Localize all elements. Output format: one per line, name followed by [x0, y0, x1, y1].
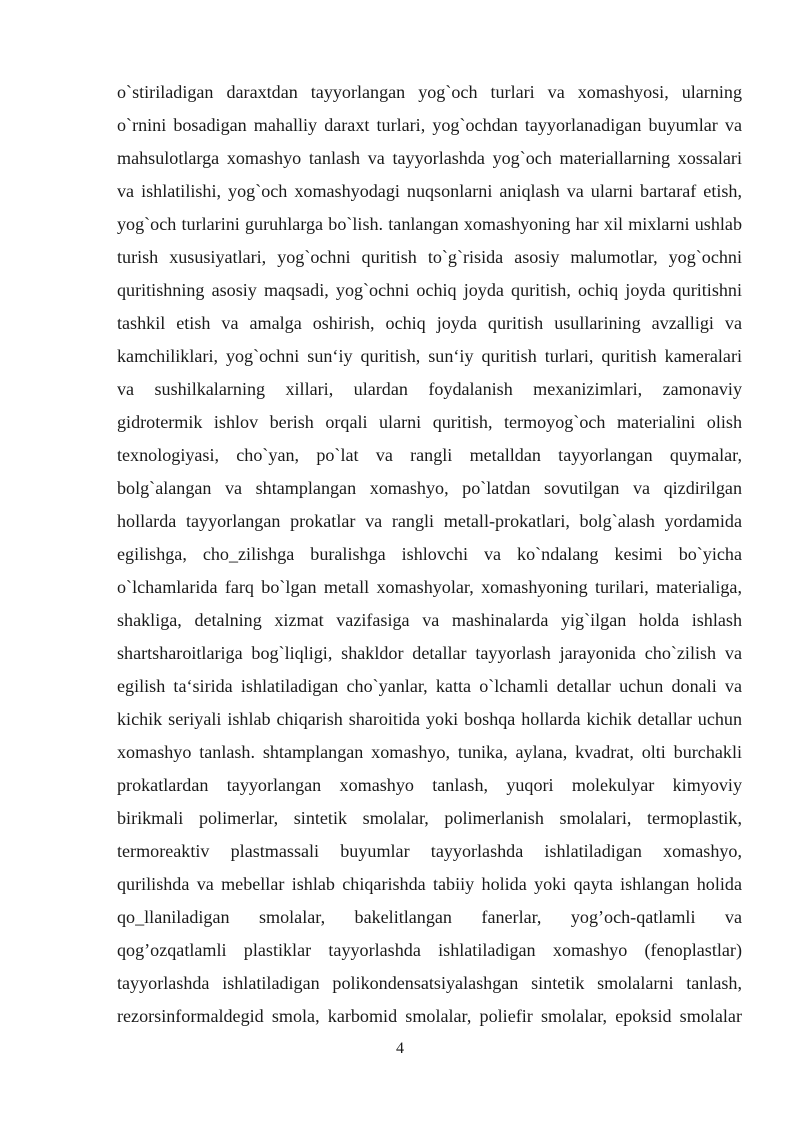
text-line: shartsharoitlariga bog`liqligi, shakldor detallar tayyorlash jarayonida cho`zilish va — [117, 643, 742, 663]
text-line: o`stiriladigan daraxtdan tayyorlangan yog`och turlari va xomashyosi, ularning — [117, 82, 742, 102]
text-line: kamchiliklari, yog`ochni sun‘iy quritish, sun‘iy quritish turlari, quritish kameralari — [117, 346, 742, 366]
text-line: qo_llaniladigan smolalar, bakelitlangan fanerlar, yog’och-qatlamli va — [117, 907, 742, 927]
text-line: qurilishda va mebellar ishlab chiqarishda tabiiy holida yoki qayta ishlangan holida — [117, 874, 742, 894]
text-line: o`lchamlarida farq bo`lgan metall xomashyolar, xomashyoning turilari, materialiga, — [117, 577, 742, 597]
text-line: kichik seriyali ishlab chiqarish sharoitida yoki boshqa hollarda kichik detallar uchun — [117, 709, 742, 729]
text-line: xomashyo tanlash. shtamplangan xomashyo, tunika, aylana, kvadrat, olti burchakli — [117, 742, 742, 762]
page-number: 4 — [396, 1040, 404, 1057]
text-line: hollarda tayyorlangan prokatlar va rangli metall-prokatlari, bolg`alash yordamida — [117, 511, 742, 531]
text-line: quritishning asosiy maqsadi, yog`ochni ochiq joyda quritish, ochiq joyda quritishni — [117, 280, 742, 300]
text-line: o`rnini bosadigan mahalliy daraxt turlari, yog`ochdan tayyorlanadigan buyumlar va — [117, 115, 742, 135]
text-line: va sushilkalarning xillari, ulardan foydalanish mexanizimlari, zamonaviy — [117, 379, 742, 399]
text-line: termoreaktiv plastmassali buyumlar tayyorlashda ishlatiladigan xomashyo, — [117, 841, 742, 861]
text-line: va ishlatilishi, yog`och xomashyodagi nuqsonlarni aniqlash va ularni bartaraf etish, — [117, 181, 742, 201]
text-line: bolg`alangan va shtamplangan xomashyo, po`latdan sovutilgan va qizdirilgan — [117, 478, 742, 498]
text-line: mahsulotlarga xomashyo tanlash va tayyorlashda yog`och materiallarning xossalari — [117, 148, 742, 168]
text-line: egilish ta‘sirida ishlatiladigan cho`yanlar, katta o`lchamli detallar uchun donali va — [117, 676, 742, 696]
text-line: tashkil etish va amalga oshirish, ochiq joyda quritish usullarining avzalligi va — [117, 313, 742, 333]
text-line: gidrotermik ishlov berish orqali ularni quritish, termoyog`och materialini olish — [117, 412, 742, 432]
text-line: turish xususiyatlari, yog`ochni quritish to`g`risida asosiy malumotlar, yog`ochni — [117, 247, 742, 267]
body-text — [117, 76, 742, 1033]
text-line: shakliga, detalning xizmat vazifasiga va mashinalarda yig`ilgan holda ishlash — [117, 610, 742, 630]
text-line: egilishga, cho_zilishga buralishga ishlovchi va ko`ndalang kesimi bo`yicha — [117, 544, 742, 564]
text-line: texnologiyasi, cho`yan, po`lat va rangli metalldan tayyorlangan quymalar, — [117, 445, 742, 465]
text-line: yog`och turlarini guruhlarga bo`lish. tanlangan xomashyoning har xil mixlarni ushlab — [117, 214, 742, 234]
text-line: rezorsinformaldegid smola, karbomid smolalar, poliefir smolalar, epoksid smolalar — [117, 1006, 742, 1026]
text-line: qog’ozqatlamli plastiklar tayyorlashda ishlatiladigan xomashyo (fenoplastlar) — [117, 940, 742, 960]
text-line: prokatlardan tayyorlangan xomashyo tanlash, yuqori molekulyar kimyoviy — [117, 775, 742, 795]
text-line: tayyorlashda ishlatiladigan polikondensatsiyalashgan sintetik smolalarni tanlash, — [117, 973, 742, 993]
text-line: birikmali polimerlar, sintetik smolalar, polimerlanish smolalari, termoplastik, — [117, 808, 742, 828]
